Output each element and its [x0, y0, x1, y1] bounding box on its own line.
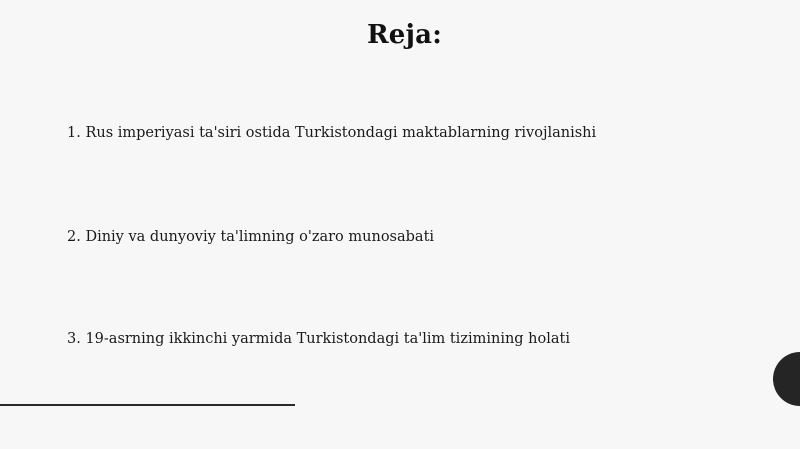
slide-title: Reja: — [366, 20, 442, 50]
plan-item-2: 2. Diniy va dunyoviy ta'limning o'zaro munosabati — [67, 229, 435, 245]
plan-item-3: 3. 19-asrning ikkinchi yarmida Turkistondagi ta'lim tizimining holati — [67, 331, 570, 347]
decorative-circle — [773, 352, 800, 406]
plan-item-1: 1. Rus imperiyasi ta'siri ostida Turkistondagi maktablarning rivojlanishi — [67, 125, 597, 141]
decorative-divider — [0, 404, 295, 406]
